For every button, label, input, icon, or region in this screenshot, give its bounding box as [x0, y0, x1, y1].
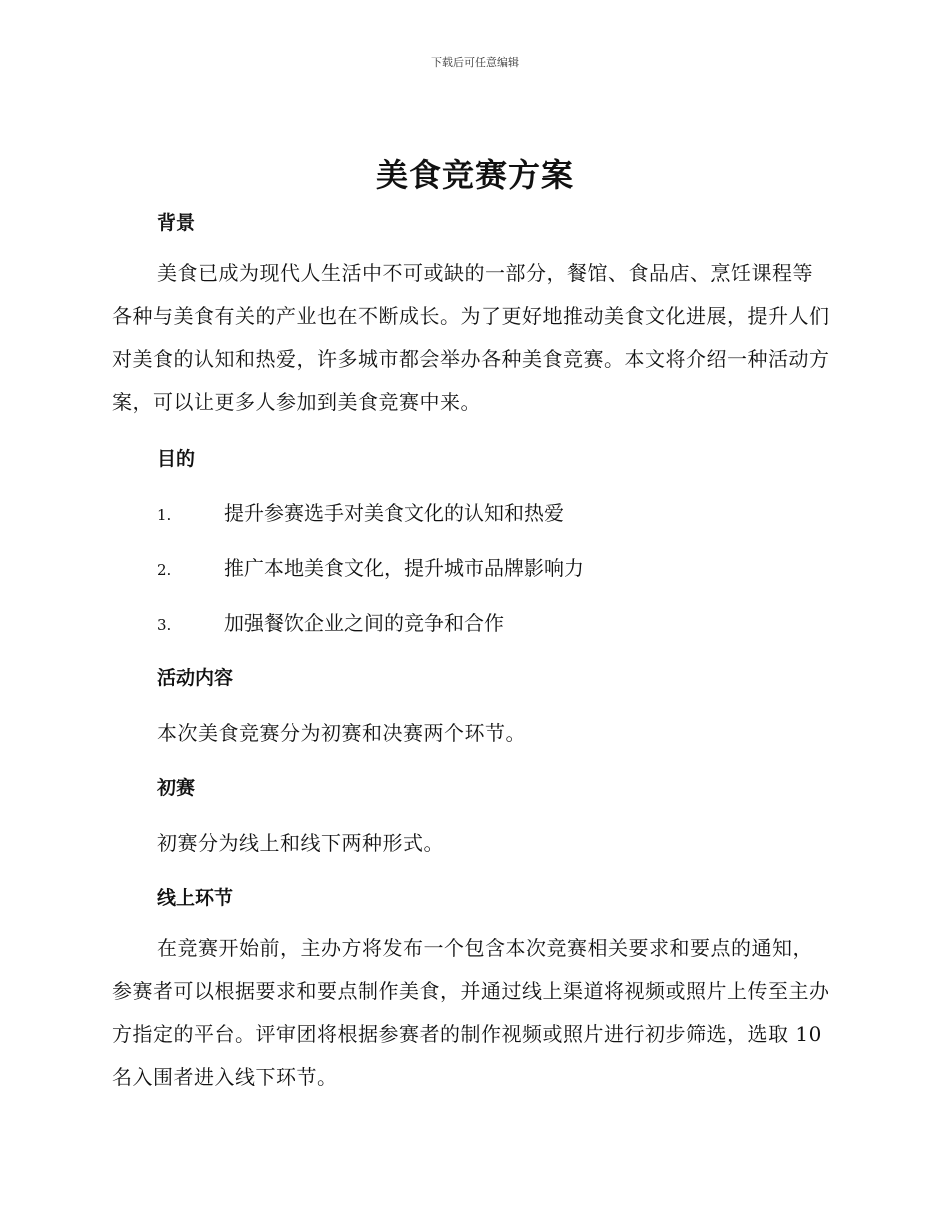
section-heading-background: 背景: [157, 212, 196, 234]
page-title: 美食竞赛方案: [375, 156, 574, 194]
list-item: [157, 607, 504, 636]
list-item: [157, 552, 584, 581]
section-heading-prelim: 初赛: [157, 777, 196, 799]
online-paragraph: 在竞赛开始前，主办方将发布一个包含本次竞赛相关要求和要点的通知，参赛者可以根据要求和要点制作美食，并通过线上渠道将视频或照片上传至主办方指定的平台。评审团将根据参赛者的制作视频或照片进行初步筛选，选取 10 名入围者进入线下环节。: [112, 936, 830, 1089]
list-item-number: 1.: [157, 506, 172, 524]
list-item-text: 提升参赛选手对美食文化的认知和热爱: [224, 501, 564, 525]
section-heading-online: 线上环节: [157, 887, 234, 909]
activity-paragraph: 本次美食竞赛分为初赛和决赛两个环节。: [157, 721, 526, 745]
list-item-number: 2.: [157, 561, 172, 579]
section-heading-activity: 活动内容: [157, 667, 234, 689]
list-item-number: 3.: [157, 616, 172, 634]
list-item-text: 推广本地美食文化，提升城市品牌影响力: [224, 556, 584, 580]
background-paragraph: 美食已成为现代人生活中不可或缺的一部分，餐馆、食品店、烹饪课程等各种与美食有关的产业也在不断成长。为了更好地推动美食文化进展，提升人们对美食的认知和热爱，许多城市都会举办各种美食竞赛。本文将介绍一种活动方案，可以让更多人参加到美食竞赛中来。: [112, 261, 830, 414]
list-item-text: 加强餐饮企业之间的竞争和合作: [224, 611, 504, 635]
header-note: 下载后可任意编辑: [431, 56, 519, 69]
prelim-paragraph: 初赛分为线上和线下两种形式。: [157, 831, 444, 855]
section-heading-purpose: 目的: [157, 448, 196, 470]
list-item: [157, 497, 564, 526]
